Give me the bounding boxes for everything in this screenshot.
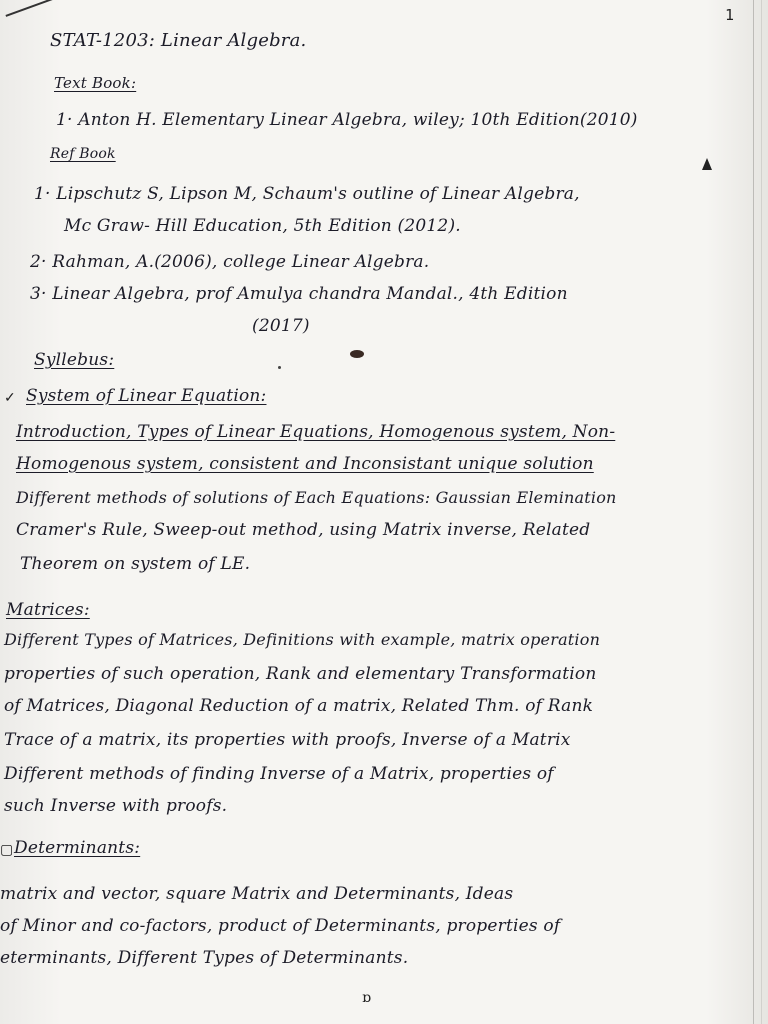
refbook-heading: Ref Book xyxy=(50,146,116,162)
section-determinants-heading: Determinants: xyxy=(14,838,141,858)
box-bullet-icon: ▢ xyxy=(0,842,14,858)
refbook-item-2: 2· Rahman, A.(2006), college Linear Algebra. xyxy=(30,252,430,272)
textbook-item-1: 1· Anton H. Elementary Linear Algebra, wiley; 10th Edition(2010) xyxy=(56,110,638,130)
page-edge xyxy=(753,0,754,1024)
ink-scribble-icon: ɒ xyxy=(362,990,371,1006)
linear-equations-line-4: Cramer's Rule, Sweep-out method, using Matrix inverse, Related xyxy=(16,520,591,540)
refbook-item-3: 3· Linear Algebra, prof Amulya chandra Mandal., 4th Edition xyxy=(30,284,568,304)
page-edge-inner xyxy=(761,0,762,1024)
ink-blot xyxy=(350,350,364,358)
refbook-item-1: 1· Lipschutz S, Lipson M, Schaum's outline of Linear Algebra, xyxy=(34,184,580,204)
refbook-item-1-cont: Mc Graw- Hill Education, 5th Edition (2012). xyxy=(64,216,461,236)
determinants-line-1: matrix and vector, square Matrix and Determinants, Ideas xyxy=(0,884,514,904)
linear-equations-line-3: Different methods of solutions of Each Equations: Gaussian Elemination xyxy=(16,488,617,507)
matrices-line-1: Different Types of Matrices, Definitions with example, matrix operation xyxy=(4,630,601,649)
determinants-line-3: eterminants, Different Types of Determinants. xyxy=(0,948,409,968)
course-title: STAT-1203: Linear Algebra. xyxy=(50,30,307,51)
textbook-heading: Text Book: xyxy=(54,74,137,92)
ink-dot xyxy=(278,366,281,369)
refbook-item-3-cont: (2017) xyxy=(252,316,310,336)
linear-equations-line-1: Introduction, Types of Linear Equations, Homogenous system, Non- xyxy=(16,422,616,442)
linear-equations-line-2: Homogenous system, consistent and Inconsistant unique solution xyxy=(16,454,594,474)
ink-mark-icon xyxy=(702,158,712,170)
page-number: 1 xyxy=(724,6,734,24)
check-icon: ✓ xyxy=(4,390,16,406)
matrices-line-2: properties of such operation, Rank and elementary Transformation xyxy=(4,664,597,684)
section-linear-equations-heading: System of Linear Equation: xyxy=(26,386,267,406)
section-matrices-heading: Matrices: xyxy=(6,600,90,620)
syllabus-heading: Syllebus: xyxy=(34,350,115,370)
corner-pen-stroke xyxy=(0,0,63,17)
matrices-line-6: such Inverse with proofs. xyxy=(4,796,228,816)
matrices-line-5: Different methods of finding Inverse of a Matrix, properties of xyxy=(4,764,554,784)
matrices-line-4: Trace of a matrix, its properties with proofs, Inverse of a Matrix xyxy=(4,730,571,750)
matrices-line-3: of Matrices, Diagonal Reduction of a matrix, Related Thm. of Rank xyxy=(4,696,594,716)
determinants-line-2: of Minor and co-factors, product of Determinants, properties of xyxy=(0,916,561,936)
linear-equations-line-5: Theorem on system of LE. xyxy=(20,554,251,574)
